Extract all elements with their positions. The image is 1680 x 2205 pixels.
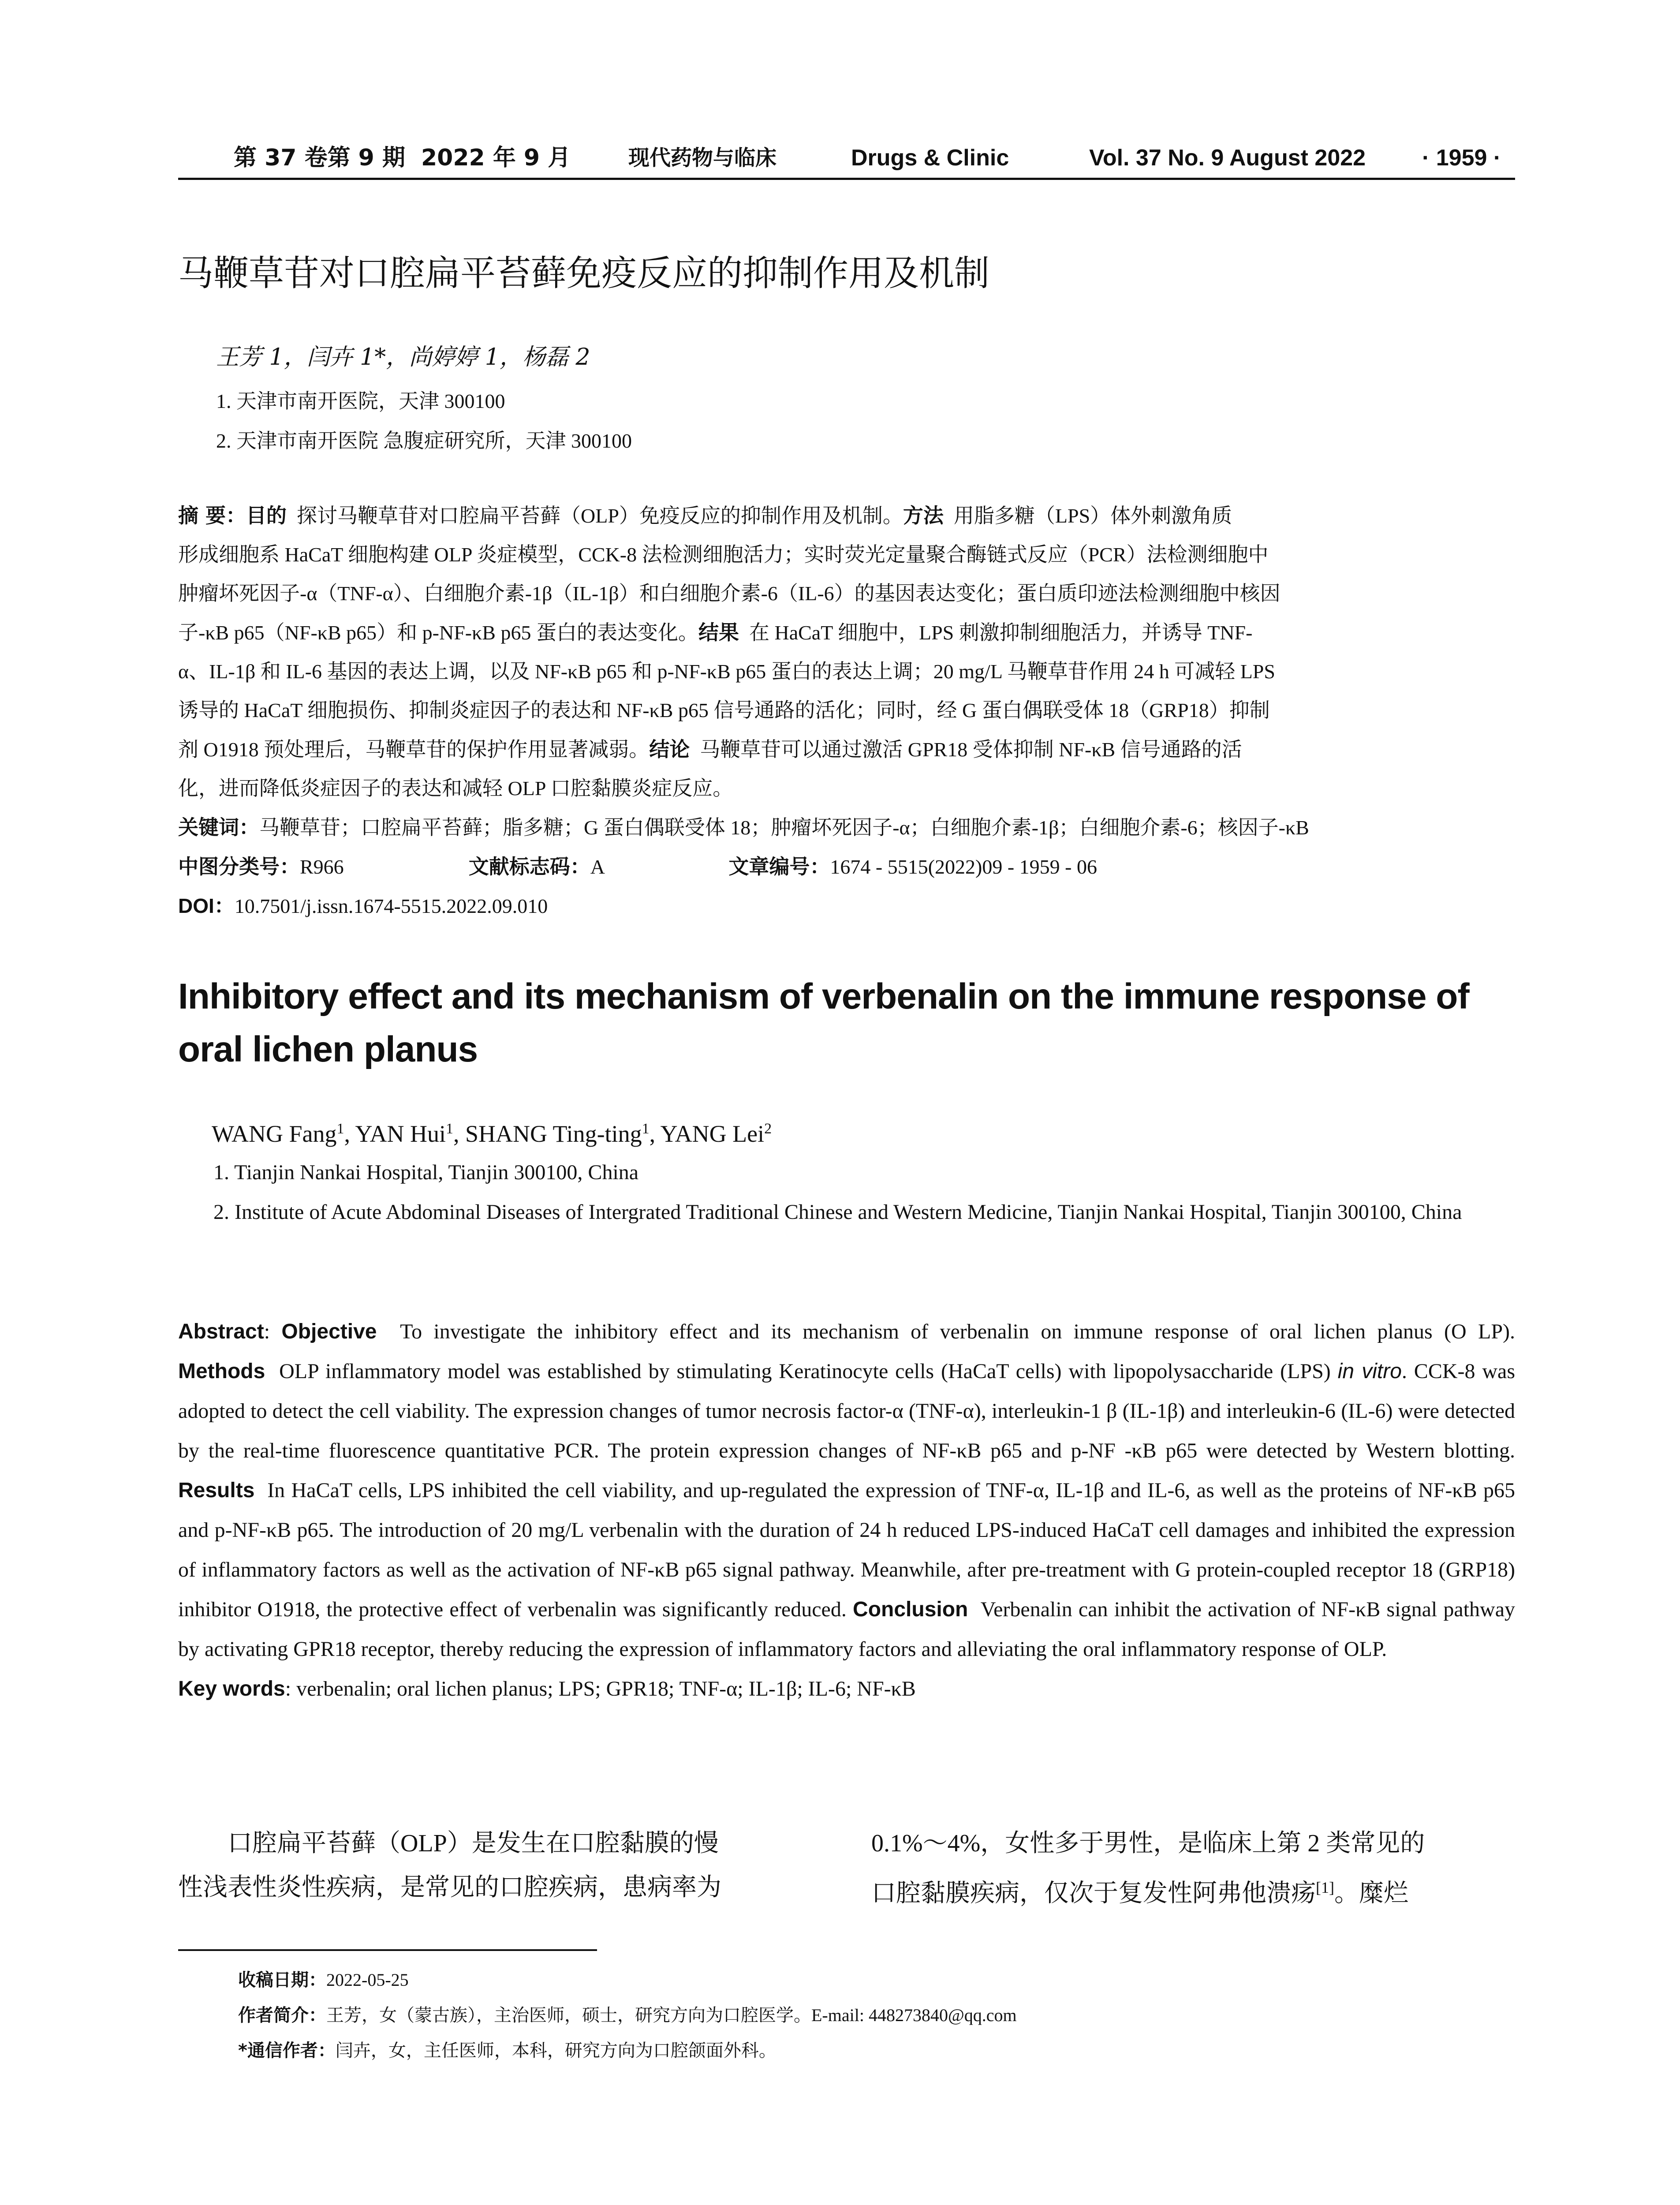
abstract-cn-line-3: 肿瘤坏死因子-α（TNF-α）、白细胞介素-1β（IL-1β）和白细胞介素-6（IL-6）的基因表达变化；蛋白质印迹法检测细胞中核因 (178, 582, 1281, 605)
citation-ref[interactable]: [1] (1316, 1879, 1334, 1896)
abstract-cn-label: 摘 要： (178, 504, 246, 527)
abstract-cn-line-5: α、IL-1β 和 IL-6 基因的表达上调，以及 NF-κB p65 和 p-NF-κB p65 蛋白的表达上调；20 mg/L 马鞭草苷作用 24 h 可减轻 LPS (178, 660, 1275, 683)
authors-en: WANG Fang$^1$, YAN Hui$^1$, SHANG Ting-ting$^1$, YANG Lei$^2$ (212, 1121, 772, 1147)
header-rule (178, 178, 1515, 180)
abstract-cn-conclusion-label: 结论 (649, 737, 690, 761)
header-date-cn: 2022 年 9 月 (421, 145, 571, 171)
abstract-en-label: Abstract (178, 1320, 264, 1343)
header-page-number: · 1959 · (1422, 145, 1501, 171)
abstract-en-results-label: Results (178, 1479, 255, 1502)
abstract-cn-line-8: 化，进而降低炎症因子的表达和减轻 OLP 口腔黏膜炎症反应。 (178, 777, 733, 800)
abstract-cn-line-1: 摘 要：目的 探讨马鞭草苷对口腔扁平苔藓（OLP）免疫反应的抑制作用及机制。方法 用脂多糖（LPS）体外刺激角质 (178, 504, 1232, 527)
title-cn: 马鞭草苷对口腔扁平苔藓免疫反应的抑制作用及机制 (178, 253, 989, 294)
affiliation-en-1: 1. Tianjin Nankai Hospital, Tianjin 300100, China (213, 1161, 639, 1184)
abstract-en-methods-label: Methods (178, 1360, 265, 1383)
keywords-cn-label: 关键词： (178, 815, 259, 839)
header-journal-cn: 现代药物与临床 (628, 146, 777, 170)
keywords-cn: 关键词：马鞭草苷；口腔扁平苔藓；脂多糖；G 蛋白偶联受体 18；肿瘤坏死因子-α；白细胞介素-1β；白细胞介素-6；核因子-κB (178, 815, 1309, 839)
abstract-cn-line-4: 子-κB p65（NF-κB p65）和 p-NF-κB p65 蛋白的表达变化。结果 在 HaCaT 细胞中，LPS 刺激抑制细胞活力，并诱导 TNF- (178, 620, 1253, 644)
abstract-en: Abstract: Objective To investigate the inhibitory effect and its mechanism of verbenalin on immune response of oral lichen planus (O LP). Methods OLP inflammatory model was established by stimulating Keratinocyte cells (HaCaT cells) with lipopolysaccharide (LPS) in vitro. CCK-8 was adopted to detect the cell viability. The expression changes of tumor necrosis factor-α (TNF-α), interleukin-1 β (IL-1β) and interleukin-6 (IL-6) were detected by the real-time fluorescence quantitative PCR. The protein expression changes of NF-κB p65 and p-NF -κB p65 were detected by Western blotting. Results In HaCaT cells, LPS inhibited the cell viability, and up-regulated the expression of TNF-α, IL-1β and IL-6, as well as the proteins of NF-κB p65 and p-NF-κB p65. The introduction of 20 mg/L verbenalin with the duration of 24 h reduced LPS-induced HaCaT cell damages and inhibited the expression of inflammatory factors as well as the activation of NF-κB p65 signal pathway. Meanwhile, after pre-treatment with G protein-coupled receptor 18 (GRP18) inhibitor O1918, the protective effect of verbenalin was significantly reduced. Conclusion Verbenalin can inhibit the activation of NF-κB signal pathway by activating GPR18 receptor, thereby reducing the expression of inflammatory factors and alleviating the oral inflammatory response of OLP. Key words: verbenalin; oral lichen planus; LPS; GPR18; TNF-α; IL-1β; IL-6; NF-κB (178, 1312, 1515, 1709)
affiliation-cn-2: 2. 天津市南开医院 急腹症研究所，天津 300100 (216, 430, 632, 452)
keywords-en: Key words: verbenalin; oral lichen planus; LPS; GPR18; TNF-α; IL-1β; IL-6; NF-κB (178, 1677, 916, 1700)
footnote-author-bio: 作者简介：王芳，女（蒙古族），主治医师，硕士，研究方向为口腔医学。E-mail: 448273840@qq.com (238, 2005, 1017, 2026)
abstract-cn (178, 496, 1515, 926)
affiliation-cn-1: 1. 天津市南开医院，天津 300100 (216, 390, 505, 412)
authors-cn: 王芳 1，闫卉 1*，尚婷婷 1，杨磊 2 (216, 344, 590, 370)
abstract-cn-line-6: 诱导的 HaCaT 细胞损伤、抑制炎症因子的表达和 NF-κB p65 信号通路的活化；同时，经 G 蛋白偶联受体 18（GRP18）抑制 (178, 699, 1270, 721)
abstract-cn-results-label: 结果 (698, 620, 739, 644)
article-number: 1674 - 5515(2022)09 - 1959 - 06 (830, 856, 1097, 878)
body-right-column: 0.1%～4%，女性多于男性，是临床上第 2 类常见的 口腔黏膜疾病，仅次于复发性阿弗他溃疡[1]。糜烂 (871, 1830, 1425, 1907)
document-code: A (590, 856, 604, 878)
doi-line (178, 886, 1515, 926)
abstract-en-objective-label: Objective (281, 1320, 377, 1343)
classification-line: 中图分类号：R966 文献标志码：A 文章编号：1674 - 5515(2022)09 - 1959 - 06 (178, 855, 1097, 878)
title-en: Inhibitory effect and its mechanism of verbenalin on the immune response of oral lichen planus (178, 976, 1469, 1069)
abstract-cn-objective-label: 目的 (246, 504, 287, 527)
doi-label: DOI： (178, 894, 235, 917)
abstract-cn-line-2: 形成细胞系 HaCaT 细胞构建 OLP 炎症模型，CCK-8 法检测细胞活力；实时荧光定量聚合酶链式反应（PCR）法检测细胞中 (178, 543, 1269, 566)
body-left-column: 口腔扁平苔藓（OLP）是发生在口腔黏膜的慢 性浅表性炎性疾病，是常见的口腔疾病，患病率为 (178, 1830, 721, 1901)
abstract-en-conclusion-label: Conclusion (853, 1598, 968, 1621)
abstract-cn-line-7: 剂 O1918 预处理后，马鞭草苷的保护作用显著减弱。结论 马鞭草苷可以通过激活 GPR18 受体抑制 NF-κB 信号通路的活 (178, 737, 1242, 761)
doi-value: 10.7501/j.issn.1674-5515.2022.09.010 (234, 895, 548, 917)
affiliation-en-2: 2. Institute of Acute Abdominal Diseases of Intergrated Traditional Chinese and Western Medicine, Tianjin Nankai Hospital, Tianjin 300100, China (213, 1200, 1462, 1224)
header-journal-en: Drugs & Clinic (851, 145, 1009, 171)
footnote-rule (178, 1949, 597, 1951)
header-volume-cn: 第 37 卷第 9 期 (234, 145, 405, 171)
header-volume-en: Vol. 37 No. 9 August 2022 (1089, 145, 1366, 171)
footnote-corresponding: *通信作者：闫卉，女，主任医师，本科，研究方向为口腔颌面外科。 (238, 2041, 777, 2061)
footnote-received: 收稿日期：2022-05-25 (238, 1970, 409, 1990)
clc-number: R966 (300, 856, 344, 878)
abstract-cn-methods-label: 方法 (903, 504, 944, 527)
keywords-en-label: Key words (178, 1677, 285, 1700)
